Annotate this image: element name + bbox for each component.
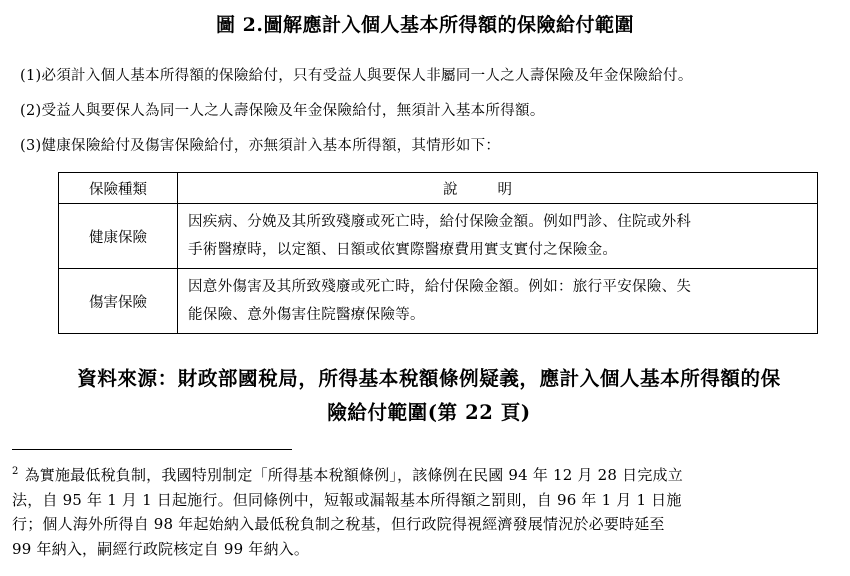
description-line: 能保險、意外傷害住院醫療保險等。 xyxy=(188,307,425,323)
description-line: 手術醫療時，以定額、日額或依實際醫療費用實支實付之保險金。 xyxy=(188,242,618,258)
insurance-type-cell: 健康保險 xyxy=(59,204,178,269)
footnote-line: 行；個人海外所得自 98 年起始納入最低稅負制之稅基，但行政院得視經濟發展情況於必要時延至 xyxy=(12,515,665,533)
insurance-type-cell: 傷害保險 xyxy=(59,269,178,334)
footnote-line: 99 年納入，嗣經行政院核定自 99 年納入。 xyxy=(12,539,310,558)
table-row xyxy=(59,269,818,334)
rule-2: (2)受益人與要保人為同一人之人壽保險及年金保險給付，無須計入基本所得額。 xyxy=(20,103,545,119)
footnote-separator xyxy=(12,449,292,450)
footnote-line xyxy=(12,460,838,488)
source-line: 資料來源：財政部國稅局，所得基本稅額條例疑義，應計入個人基本所得額的保 xyxy=(77,367,781,390)
footnote-line: 法，自 95 年 1 月 1 日起施行。但同條例中，短報或漏報基本所得額之罰則，自 96 年 1 月 1 日施 xyxy=(12,490,682,509)
table-header-row xyxy=(59,173,818,204)
source-line: 險給付範圍(第 22 頁) xyxy=(327,401,531,424)
figure-title: 圖 2.圖解應計入個人基本所得額的保險給付範圍 xyxy=(216,14,634,36)
header-description: 說明 xyxy=(178,173,818,204)
source-citation xyxy=(24,362,834,430)
footnote-marker: 2 xyxy=(12,466,19,477)
footnote xyxy=(12,460,838,561)
insurance-table xyxy=(58,172,818,334)
description-line: 因疾病、分娩及其所致殘廢或死亡時，給付保險金額。例如門診、住院或外科 xyxy=(188,214,692,230)
description-line: 因意外傷害及其所致殘廢或死亡時，給付保險金額。例如：旅行平安保險、失 xyxy=(188,279,692,295)
description-cell xyxy=(178,204,818,269)
rule-1: (1)必須計入個人基本所得額的保險給付，只有受益人與要保人非屬同一人之人壽保險及年金保險給付。 xyxy=(20,68,693,84)
table-row xyxy=(59,204,818,269)
description-cell xyxy=(178,269,818,334)
footnote-text: 為實施最低稅負制，我國特別制定「所得基本稅額條例」，該條例在民國 94 年 12 月 28 日完成立 xyxy=(24,466,683,484)
header-insurance-type: 保險種類 xyxy=(59,173,178,204)
rule-3: (3)健康保險給付及傷害保險給付，亦無須計入基本所得額，其情形如下： xyxy=(20,138,501,154)
